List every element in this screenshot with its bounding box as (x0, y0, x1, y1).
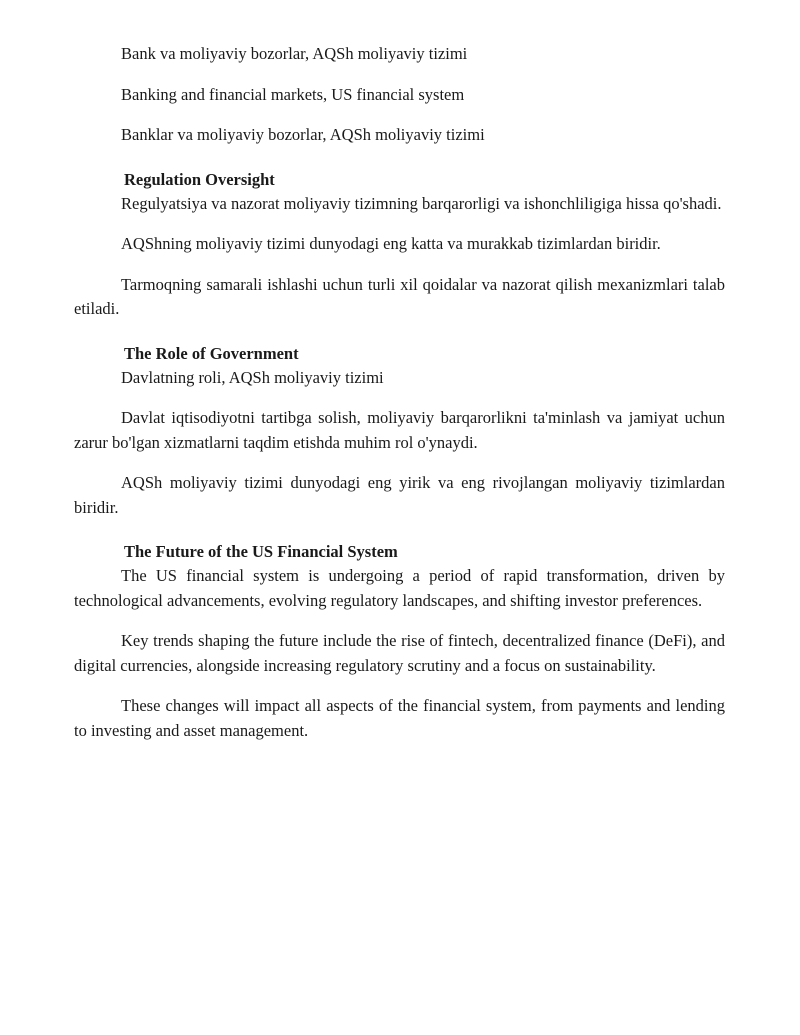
section-heading: The Role of Government (124, 343, 299, 363)
intro-line-2: Banking and financial markets, US financial system (121, 84, 465, 104)
section-paragraph: AQShning moliyaviy tizimi dunyodagi eng katta va murakkab tizimlardan biridir. (121, 234, 661, 253)
section-paragraph: Tarmoqning samarali ishlashi uchun turli xil qoidalar va nazorat qilish mexanizmlari talab etiladi. (74, 274, 725, 318)
section-paragraph: The US financial system is undergoing a period of rapid transformation, driven by technological advancements, evolving regulatory landscapes, and shifting investor preferences. (74, 566, 725, 610)
section-regulation-oversight (74, 168, 725, 322)
intro-line-3: Banklar va moliyaviy bozorlar, AQSh moliyaviy tizimi (121, 125, 485, 144)
section-paragraph: Davlatning roli, AQSh moliyaviy tizimi (121, 367, 384, 387)
section-paragraph: Regulyatsiya va nazorat moliyaviy tizimning barqarorligi va ishonchliligiga hissa qo'shadi. (121, 193, 722, 213)
section-paragraph: AQSh moliyaviy tizimi dunyodagi eng yirik va eng rivojlangan moliyaviy tizimlardan biridir. (74, 473, 725, 517)
section-paragraph: Key trends shaping the future include the rise of fintech, decentralized finance (DeFi), and digital currencies, alongside increasing regulatory scrutiny and a focus on sustainability. (74, 631, 725, 675)
intro-line-1: Bank va moliyaviy bozorlar, AQSh moliyaviy tizimi (121, 44, 468, 63)
section-heading: The Future of the US Financial System (124, 542, 398, 561)
section-paragraph: Davlat iqtisodiyotni tartibga solish, moliyaviy barqarorlikni ta'minlash va jamiyat uchun zarur bo'lgan xizmatlarni taqdim etishda muhim rol o'ynaydi. (74, 408, 725, 452)
section-future-us-financial-system (74, 540, 725, 743)
section-heading: Regulation Oversight (124, 169, 275, 189)
document-page (74, 42, 725, 759)
section-paragraph: These changes will impact all aspects of the financial system, from payments and lending to investing and asset management. (74, 696, 725, 740)
section-role-of-government (74, 342, 725, 521)
